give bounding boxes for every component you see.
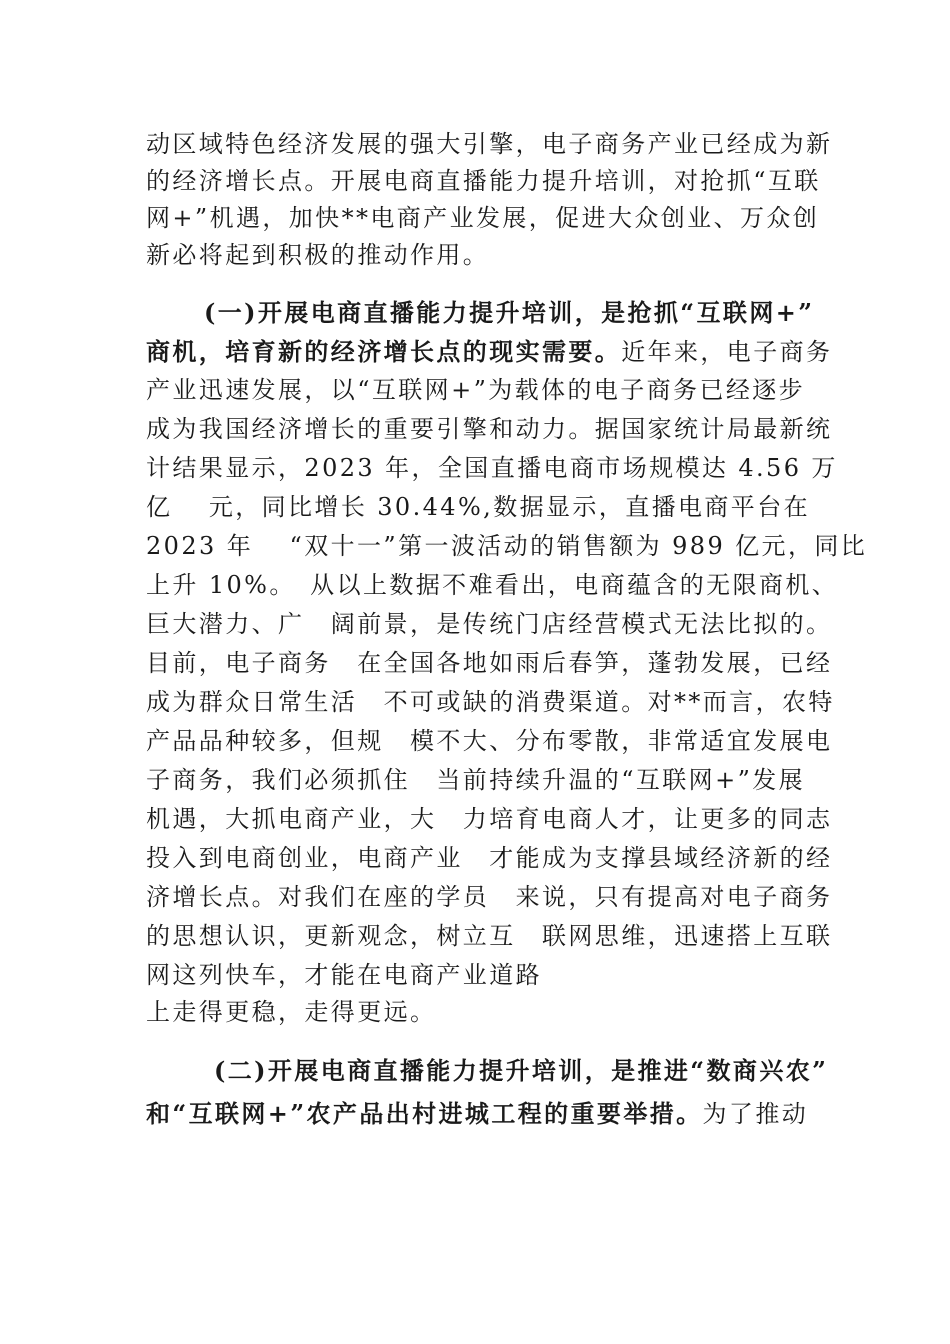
intro-line: 新必将起到积极的推动作用。: [146, 241, 490, 269]
section1-body-line: 计结果显示，2023 年，全国直播电商市场规模达 4.56 万: [146, 454, 838, 482]
section1-heading-line1: (一)开展电商直播能力提升培训，是抢抓“互联网+”: [204, 298, 815, 327]
section1-body-line: 成为群众日常生活 不可或缺的消费渠道。对**而言，农特: [146, 688, 835, 716]
section1-body-line: 投入到电商创业，电商产业 才能成为支撑县域经济新的经: [146, 844, 833, 872]
intro-line: 动区域特色经济发展的强大引擎，电子商务产业已经成为新: [146, 130, 833, 158]
section1-body-line: 2023 年 “双十一”第一波活动的销售额为 989 亿元，同比: [146, 532, 868, 560]
section1-body-line: 的思想认识，更新观念，树立互 联网思维，迅速搭上互联: [146, 922, 833, 950]
section1-body-line: 亿 元，同比增长 30.44%,数据显示，直播电商平台在: [146, 493, 810, 521]
section2-heading-line2: [146, 1099, 808, 1129]
section1-heading-bold: 商机，培育新的经济增长点的现实需要。: [146, 337, 622, 366]
section1-body-line: 巨大潜力、广 阔前景，是传统门店经营模式无法比拟的。: [146, 610, 833, 638]
section1-body-line: 网这列快车，才能在电商产业道路: [146, 961, 542, 989]
section1-body-line: 目前，电子商务 在全国各地如雨后春笋，蓬勃发展，已经: [146, 649, 833, 677]
section2-heading-line1: (二)开展电商直播能力提升培训，是推进“数商兴农”: [214, 1056, 829, 1085]
section1-body-line: 机遇，大抓电商产业，大 力培育电商人才，让更多的同志: [146, 805, 833, 833]
section1-body-line: 上升 10%。 从以上数据不难看出，电商蕴含的无限商机、: [146, 571, 839, 599]
section1-body-line: 产品品种较多，但规 模不大、分布零散，非常适宜发展电: [146, 727, 833, 755]
section1-body-line: 济增长点。对我们在座的学员 来说，只有提高对电子商务: [146, 883, 833, 911]
intro-line: 的经济增长点。开展电商直播能力提升培训，对抢抓“互联: [146, 167, 821, 195]
section1-body-line: 产业迅速发展，以“互联网+”为载体的电子商务已经逐步: [146, 376, 806, 404]
section1-body-line: 成为我国经济增长的重要引擎和动力。据国家统计局最新统: [146, 415, 833, 443]
section2-heading-bold: 和“互联网+”农产品出村进城工程的重要举措。: [146, 1099, 703, 1128]
section1-heading-line2: [146, 337, 832, 367]
intro-line: 网+”机遇，加快**电商产业发展，促进大众创业、万众创: [146, 204, 820, 232]
section1-body-line: 上走得更稳，走得更远。: [146, 998, 437, 1026]
section1-heading-rest: 近年来，电子商务: [621, 338, 833, 366]
section1-body-line: 子商务，我们必须抓住 当前持续升温的“互联网+”发展: [146, 766, 806, 794]
section2-heading-rest: 为了推动: [702, 1100, 809, 1128]
